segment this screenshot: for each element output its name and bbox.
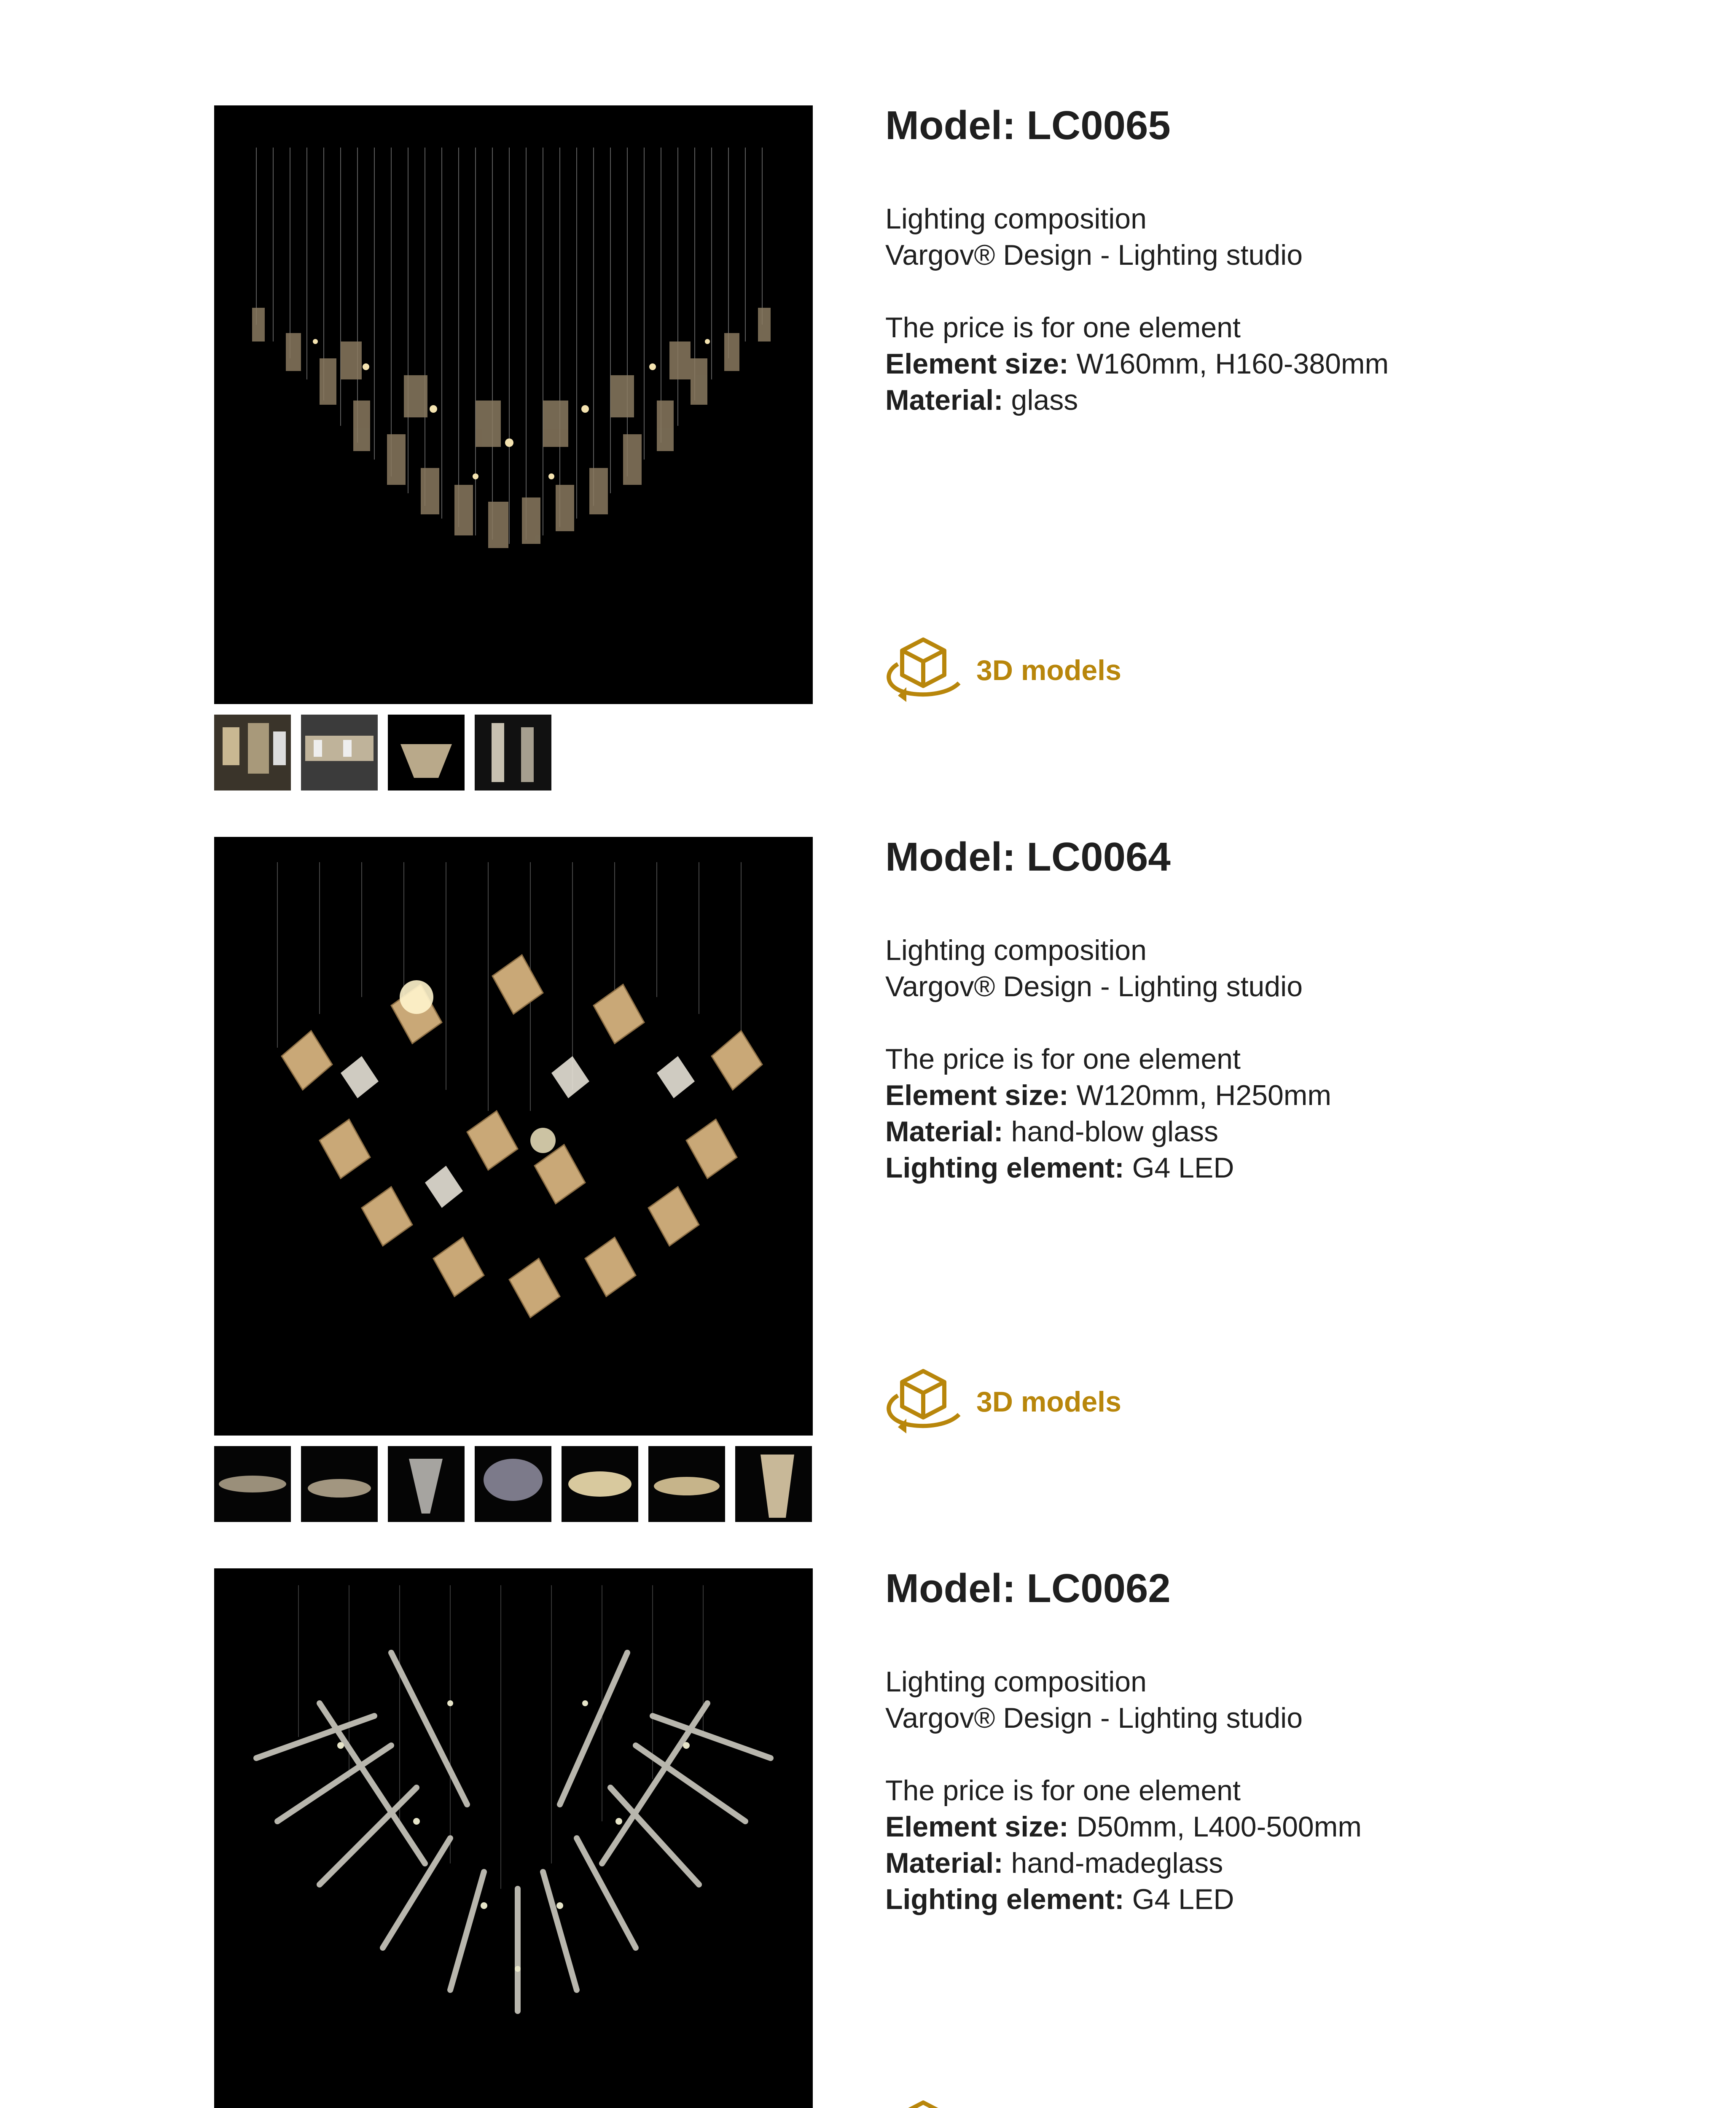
3d-models-label: 3D models	[976, 654, 1121, 686]
model-title: Model: LC0065	[885, 103, 1171, 148]
thumbnail-3[interactable]	[388, 1446, 465, 1522]
thumbnail-2[interactable]	[301, 1446, 378, 1522]
price-note: The price is for one element	[885, 1775, 1241, 1807]
studio-text: Vargov® Design - Lighting studio	[885, 1702, 1303, 1734]
spec-element-size: Element size: D50mm, L400-500mm	[885, 1811, 1362, 1843]
chandelier-glass-panels-image	[214, 105, 813, 704]
studio-text: Vargov® Design - Lighting studio	[885, 239, 1303, 271]
category-text: Lighting composition	[885, 1666, 1147, 1698]
product-description	[885, 932, 1686, 1186]
thumbnail-strip	[214, 1446, 812, 1522]
spec-material: Material: hand-madeglass	[885, 1847, 1223, 1879]
price-note: The price is for one element	[885, 312, 1241, 344]
product-main-image[interactable]	[214, 837, 813, 1436]
spec-material: Material: glass	[885, 384, 1078, 416]
spec-lighting-element: Lighting element: G4 LED	[885, 1152, 1234, 1184]
chandelier-glass-branches-image	[214, 1568, 813, 2108]
3d-cube-rotate-icon	[881, 635, 965, 706]
thumbnail-7[interactable]	[735, 1446, 812, 1522]
product-lc0064	[0, 834, 1736, 1570]
thumbnail-3[interactable]	[388, 715, 465, 790]
chandelier-gold-petals-image	[214, 837, 813, 1436]
thumbnail-4[interactable]	[475, 1446, 551, 1522]
category-text: Lighting composition	[885, 934, 1147, 966]
thumbnail-strip	[214, 715, 551, 790]
product-info	[885, 834, 1686, 1186]
spec-lighting-element: Lighting element: G4 LED	[885, 1883, 1234, 1915]
spec-element-size: Element size: W120mm, H250mm	[885, 1079, 1332, 1111]
3d-cube-rotate-icon	[881, 2097, 965, 2108]
thumbnail-2[interactable]	[301, 715, 378, 790]
thumbnail-1[interactable]	[214, 715, 291, 790]
thumbnail-5[interactable]	[562, 1446, 638, 1522]
product-description	[885, 201, 1686, 418]
thumbnail-6[interactable]	[648, 1446, 725, 1522]
model-title: Model: LC0062	[885, 1566, 1171, 1611]
product-main-image[interactable]	[214, 1568, 813, 2108]
category-text: Lighting composition	[885, 203, 1147, 235]
price-note: The price is for one element	[885, 1043, 1241, 1075]
product-description	[885, 1664, 1686, 1917]
3d-models-label: 3D models	[976, 1386, 1121, 1418]
spec-element-size: Element size: W160mm, H160-380mm	[885, 348, 1389, 380]
thumbnail-1[interactable]	[214, 1446, 291, 1522]
3d-models-link[interactable]	[881, 1366, 1121, 1438]
product-lc0062	[0, 1568, 1736, 2108]
3d-models-link[interactable]	[881, 2097, 1121, 2108]
product-main-image[interactable]	[214, 105, 813, 704]
model-title: Model: LC0064	[885, 834, 1171, 879]
product-info	[885, 105, 1686, 418]
studio-text: Vargov® Design - Lighting studio	[885, 971, 1303, 1003]
product-info	[885, 1568, 1686, 1917]
3d-cube-rotate-icon	[881, 1366, 965, 1438]
thumbnail-4[interactable]	[475, 715, 551, 790]
product-lc0065	[0, 105, 1736, 839]
spec-material: Material: hand-blow glass	[885, 1116, 1218, 1148]
3d-models-link[interactable]	[881, 635, 1121, 706]
